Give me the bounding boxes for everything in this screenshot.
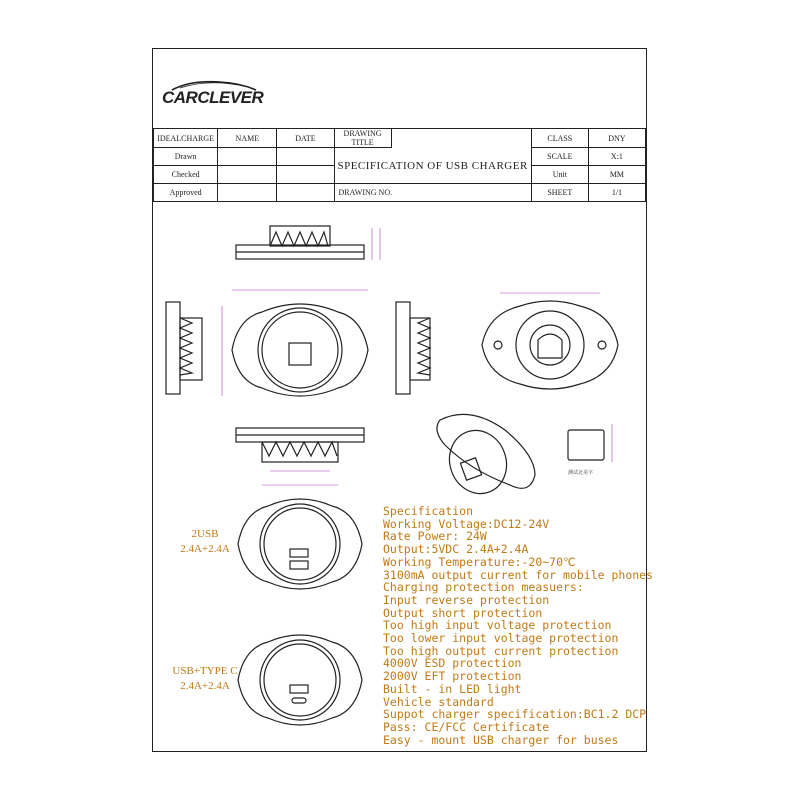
spec-line: 4000V ESD protection xyxy=(383,656,522,671)
spec-line: Suppot charger specification:BC1.2 DCP xyxy=(383,707,647,722)
date-header: DATE xyxy=(277,129,334,148)
drawing-no-label: DRAWING NO. xyxy=(334,184,531,202)
drawing-title-value: SPECIFICATION OF USB CHARGER xyxy=(334,148,531,184)
isometric-view xyxy=(437,414,535,501)
spec-line: Input reverse protection xyxy=(383,592,550,607)
drawing-title-header: DRAWING TITLE xyxy=(334,129,391,148)
variant-typec-label xyxy=(150,664,260,694)
left-side-view xyxy=(166,302,202,394)
spec-line: Rate Power: 24W xyxy=(383,529,487,544)
sheet-value: 1/1 xyxy=(588,184,645,202)
brand-logo: CARCLEVER xyxy=(162,88,264,107)
variant-typec-name: USB+TYPE C xyxy=(172,665,238,677)
front-side-view xyxy=(236,428,364,485)
spec-line: 2000V EFT protection xyxy=(383,669,522,684)
spec-line: Too high input voltage protection xyxy=(383,618,612,633)
spec-line: Easy - mount USB charger for buses xyxy=(383,732,619,747)
spec-line: Working Temperature:-20~70℃ xyxy=(383,554,576,569)
unit-label: Unit xyxy=(531,166,588,184)
name-header: NAME xyxy=(218,129,277,148)
variant-typec-rating: 2.4A+2.4A xyxy=(180,680,230,692)
spec-line: Output:5VDC 2.4A+2.4A xyxy=(383,542,529,557)
class-label: CLASS xyxy=(531,129,588,148)
label-caption: 测试北美字 xyxy=(568,471,594,476)
back-view xyxy=(482,293,618,389)
side-view-top xyxy=(236,226,380,260)
unit-value: MM xyxy=(588,166,645,184)
spec-line: Too high output current protection xyxy=(383,643,619,658)
usb-port-1 xyxy=(290,549,308,557)
spec-line: Pass: CE/FCC Certificate xyxy=(383,719,550,734)
right-side-view xyxy=(396,302,430,394)
specification-list xyxy=(383,505,653,746)
variant-2usb-label xyxy=(150,527,260,557)
spec-line: 3100mA output current for mobile phones xyxy=(383,567,654,582)
scale-label: SCALE xyxy=(531,148,588,166)
spec-line: Too lower input voltage protection xyxy=(383,631,619,646)
usb-c-port xyxy=(292,698,306,703)
variant-2usb-rating: 2.4A+2.4A xyxy=(180,543,230,555)
class-value: DNY xyxy=(588,129,645,148)
top-view xyxy=(222,290,368,396)
spec-line: Working Voltage:DC12-24V xyxy=(383,516,550,531)
company-cell: IDEALCHARGE xyxy=(154,129,218,148)
usb-a-port xyxy=(290,685,308,693)
spec-line: Vehicle standard xyxy=(383,694,494,709)
spec-line: Specification xyxy=(383,504,474,518)
spec-line: Built - in LED light xyxy=(383,681,522,696)
drawn-label: Drawn xyxy=(154,148,218,166)
approved-label: Approved xyxy=(154,184,218,202)
product-label-detail xyxy=(568,424,612,462)
usb-port-2 xyxy=(290,561,308,569)
variant-2usb-name: 2USB xyxy=(191,528,219,540)
spec-line: Output short protection xyxy=(383,605,543,620)
checked-label: Checked xyxy=(154,166,218,184)
sheet-label: SHEET xyxy=(531,184,588,202)
spec-line: Charging protection measuers: xyxy=(383,580,584,595)
scale-value: X:1 xyxy=(588,148,645,166)
